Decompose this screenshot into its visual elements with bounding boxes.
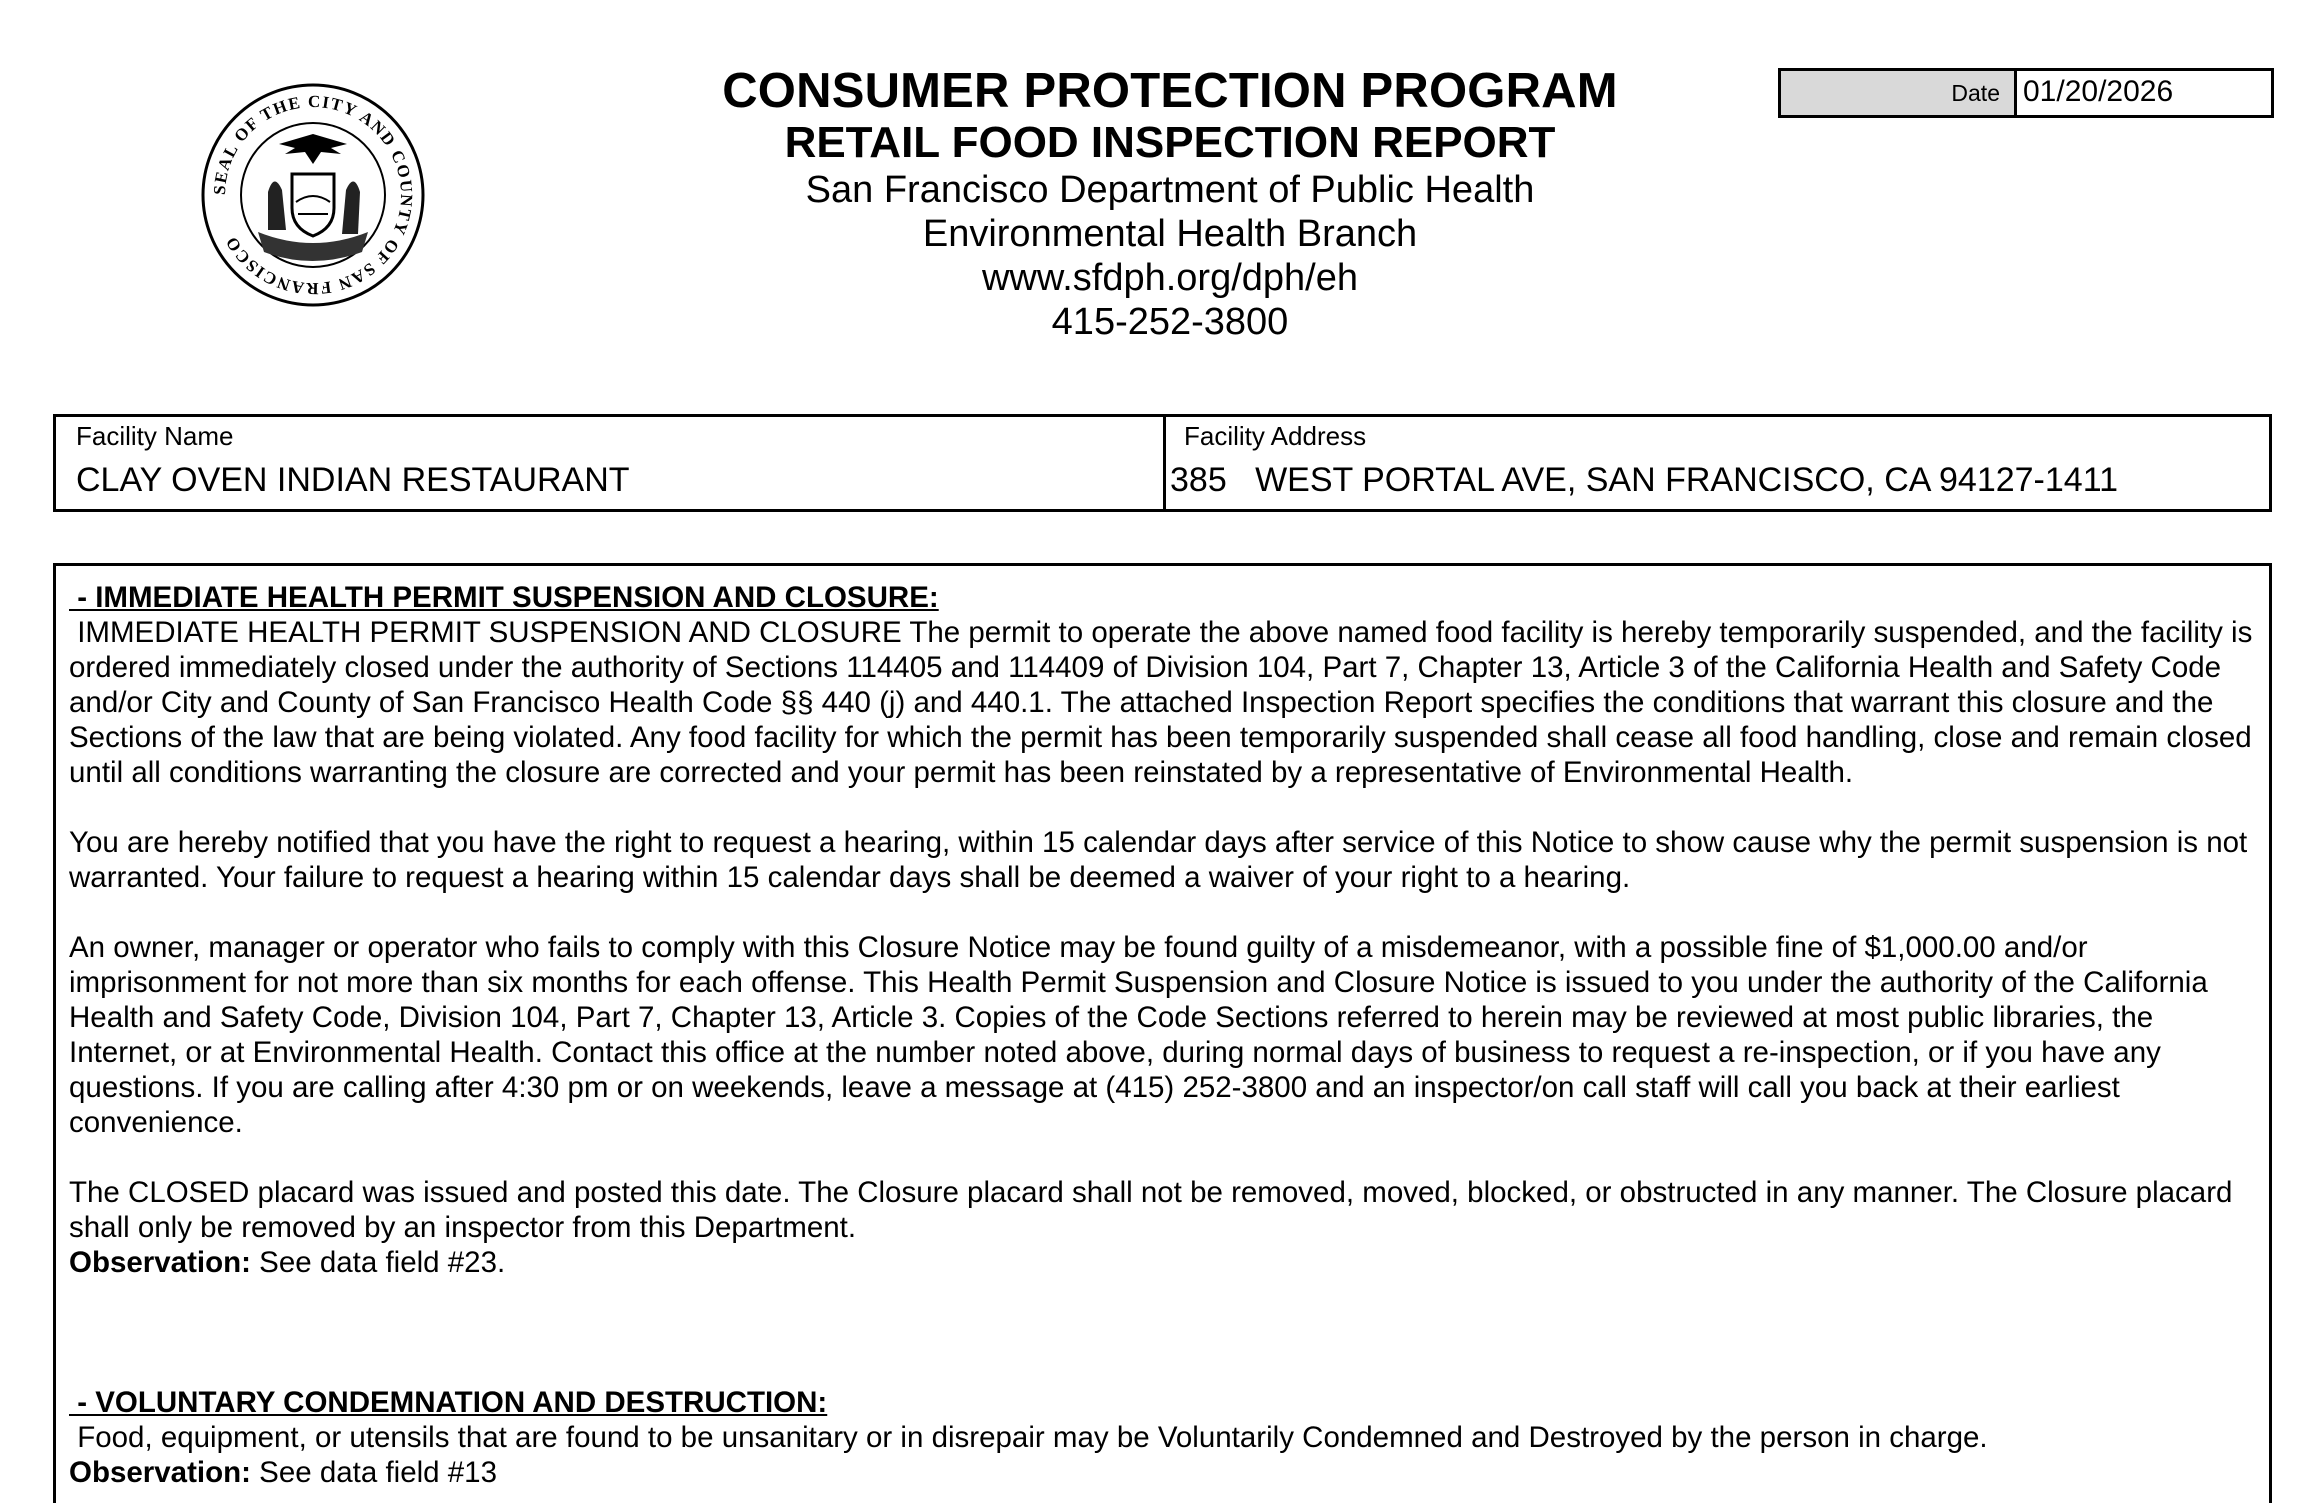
report-header xyxy=(580,64,1760,344)
department-name: San Francisco Department of Public Health xyxy=(805,169,1535,211)
closure-paragraph-2: You are hereby notified that you have the right to request a hearing, within 15 calendar days after service of this Notice to show cause why the permit suspension is not warranted. Your failure to request a hearing within 15 calendar days shall be deemed a waiver of your right to a hearing. xyxy=(69,826,2248,894)
phone-number: 415-252-3800 xyxy=(1051,301,1289,343)
observation-label: Observation: xyxy=(69,1456,251,1489)
observation-text: See data field #13 xyxy=(250,1456,497,1489)
closure-paragraph-3: An owner, manager or operator who fails to comply with this Closure Notice may be found guilty of a misdemeanor, with a possible fine of $1,000.00 and/or imprisonment for not more than six months for each offense. This Health Permit Suspension and Closure Notice is issued to you under the authority of the California Health and Safety Code, Division 104, Part 7, Chapter 13, Article 3. Copies of the Code Sections referred to herein may be reviewed at most public libraries, the Internet, or at Environmental Health. Contact this office at the number noted above, during normal days of business to request a re-inspection, or if you have any questions. If you are calling after 4:30 pm or on weekends, leave a message at (415) 252-3800 and an inspector/on call staff will call you back at their earliest convenience. xyxy=(69,931,2208,1139)
condemnation-section-title: - VOLUNTARY CONDEMNATION AND DESTRUCTION: xyxy=(69,1386,828,1419)
facility-address-value[interactable]: 385 WEST PORTAL AVE, SAN FRANCISCO, CA 94127-1411 xyxy=(1170,461,2118,499)
facility-name-value[interactable]: CLAY OVEN INDIAN RESTAURANT xyxy=(76,461,630,499)
date-label: Date xyxy=(1781,71,2017,115)
facility-address-cell xyxy=(1166,417,2269,509)
observation-text: See data field #23. xyxy=(250,1246,506,1279)
report-title: RETAIL FOOD INSPECTION REPORT xyxy=(784,118,1556,167)
closure-section-title: - IMMEDIATE HEALTH PERMIT SUSPENSION AND CLOSURE: xyxy=(69,581,939,614)
closure-paragraph-1: IMMEDIATE HEALTH PERMIT SUSPENSION AND CLOSURE The permit to operate the above named food facility is hereby temporarily suspended, and the facility is ordered immediately closed under the authority of Sections 114405 and 114409 of Division 104, Part 7, Chapter 13, Article 3 of the California Health and Safety Code and/or City and County of San Francisco Health Code §§ 440 (j) and 440.1. The attached Inspection Report specifies the conditions that warrant this closure and the Sections of the law that are being violated. Any food facility for which the permit has been temporarily suspended shall cease all food handling, close and remain closed until all conditions warranting the closure are corrected and your permit has been reinstated by a representative of Environmental Health. xyxy=(69,616,2261,789)
condemnation-paragraph-1: Food, equipment, or utensils that are found to be unsanitary or in disrepair may be Voluntarily Condemned and Destroyed by the person in charge. xyxy=(69,1421,1988,1454)
date-field[interactable]: 01/20/2026 xyxy=(2023,75,2174,108)
condemnation-observation xyxy=(69,1455,2269,1490)
city-seal-logo xyxy=(200,82,426,308)
observation-label: Observation: xyxy=(69,1246,251,1279)
facility-name-label: Facility Name xyxy=(76,421,234,451)
program-title: CONSUMER PROTECTION PROGRAM xyxy=(722,64,1618,118)
date-box xyxy=(1778,68,2274,118)
facility-address-label: Facility Address xyxy=(1184,421,1367,451)
closure-observation xyxy=(69,1245,2269,1280)
violations-box xyxy=(53,563,2272,1503)
facility-info-table xyxy=(53,414,2272,512)
svg-text:SEAL OF THE CITY AND COUNTY OF: SEAL OF THE CITY AND COUNTY OF SAN FRANCISCO xyxy=(209,91,417,299)
website-url: www.sfdph.org/dph/eh xyxy=(981,257,1358,299)
closure-paragraph-4: The CLOSED placard was issued and posted this date. The Closure placard shall not be removed, moved, blocked, or obstructed in any manner. The Closure placard shall only be removed by an inspector from this Department. xyxy=(69,1176,2233,1244)
facility-name-cell xyxy=(56,417,1166,509)
branch-name: Environmental Health Branch xyxy=(922,213,1418,255)
